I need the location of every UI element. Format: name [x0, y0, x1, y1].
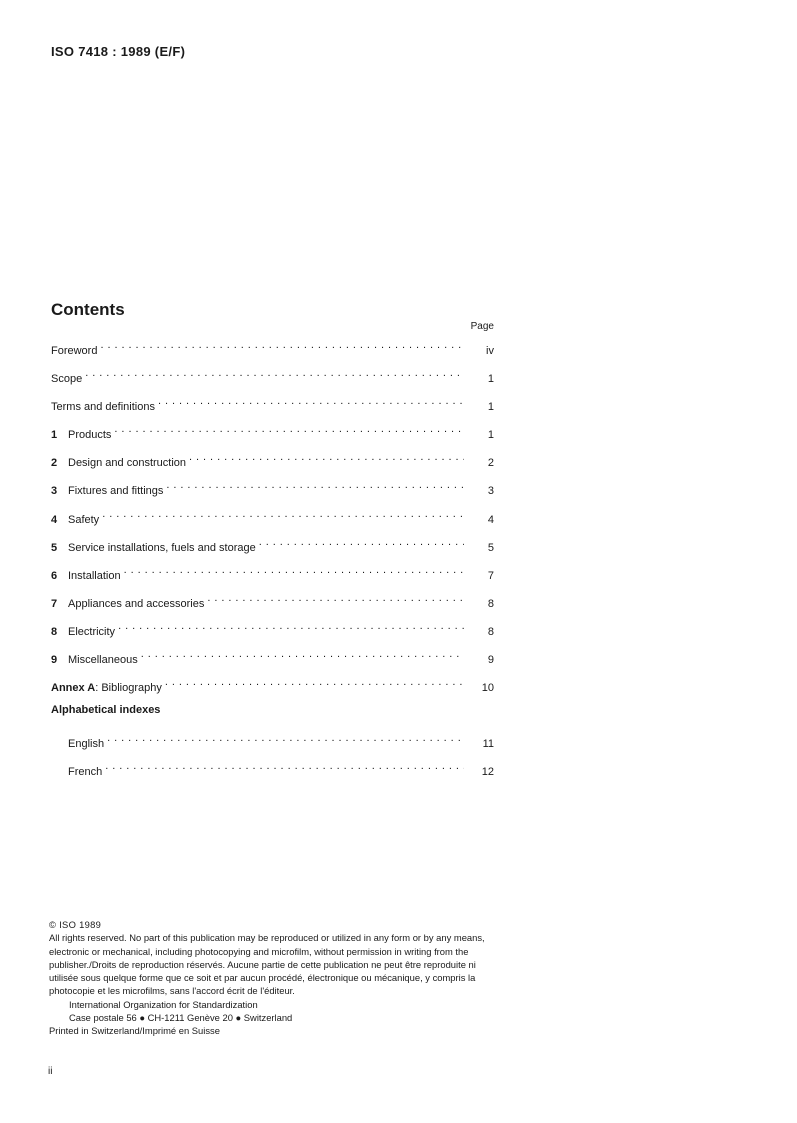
copyright-body: All rights reserved. No part of this publication may be reproduced or utilized in any form or by any means, electronic or mechanical, including photocopying and microfilm, without permission in writing from the publisher./Droits de reproduction réservés. Aucune partie de cette publication ne peut être reproduite ni utilisée sous quelque forme que ce soit et par aucun procédé, électronique ou mécanique, y compris la photocopie et les microfilms, sans l'accord écrit de l'éditeur.	[49, 932, 485, 997]
toc-heading-label: Alphabetical indexes	[51, 704, 161, 717]
toc-entry-number: 8	[51, 625, 58, 638]
toc-entry-fixtures-and-fittings[interactable]	[51, 476, 494, 504]
toc-entry-number: 7	[51, 597, 58, 610]
dot-leader	[102, 505, 464, 523]
toc-entry-miscellaneous[interactable]	[51, 645, 494, 673]
toc-entry-installation[interactable]	[51, 561, 494, 589]
toc-entry-number: 3	[51, 485, 58, 498]
toc-entry-label: Foreword	[51, 345, 98, 357]
page-number: ii	[48, 1066, 53, 1077]
toc-entry-page: 2	[487, 457, 494, 470]
dot-leader	[166, 476, 464, 494]
table-of-contents	[51, 336, 494, 786]
toc-entry-terms-and-definitions[interactable]	[51, 392, 494, 420]
toc-entry-label: Installation	[68, 569, 121, 582]
copyright-line: © ISO 1989	[49, 919, 102, 930]
page-column-label: Page	[470, 321, 494, 332]
document-id-header: ISO 7418 : 1989 (E/F)	[51, 44, 186, 59]
toc-entry-label: : Bibliography	[95, 682, 162, 695]
toc-entry-label: Fixtures and fittings	[68, 485, 164, 498]
dot-leader	[158, 392, 464, 410]
dot-leader	[85, 364, 464, 382]
dot-leader	[207, 589, 464, 607]
toc-entry-number: 5	[51, 541, 58, 554]
toc-entry-page: 5	[487, 541, 494, 554]
toc-entry-label: French	[68, 766, 103, 779]
toc-entry-number: 4	[51, 513, 58, 526]
toc-entry-page: 9	[487, 654, 494, 667]
toc-entry-page: 1	[487, 429, 494, 442]
toc-entry-page: 12	[481, 766, 494, 779]
toc-entry-label: English	[68, 738, 105, 751]
toc-entry-label: Scope	[51, 373, 83, 386]
toc-entry-annex-label: Annex A	[51, 682, 96, 695]
toc-entry-label: Safety	[68, 513, 100, 526]
contents-title: Contents	[51, 300, 125, 319]
toc-entry-appliances-and-accessories[interactable]	[51, 589, 494, 617]
dot-leader	[118, 617, 464, 635]
toc-entry-label: Service installations, fuels and storage	[68, 541, 256, 554]
toc-entry-label: Miscellaneous	[68, 654, 138, 667]
organization-name: International Organization for Standardization	[69, 998, 258, 1010]
toc-entry-index-english[interactable]	[51, 729, 494, 757]
toc-entry-page: 10	[481, 682, 494, 695]
toc-entry-page: 3	[487, 485, 494, 498]
dot-leader	[189, 448, 464, 466]
toc-entry-label: Terms and definitions	[51, 401, 155, 414]
toc-entry-design-and-construction[interactable]	[51, 448, 494, 476]
organization-address: Case postale 56 ● CH-1211 Genève 20 ● Switzerland	[69, 1012, 293, 1024]
toc-entry-products[interactable]	[51, 420, 494, 448]
toc-entry-foreword[interactable]	[51, 336, 494, 364]
toc-entry-number: 6	[51, 569, 58, 582]
toc-entry-page: iv	[486, 345, 494, 357]
toc-entry-number: 2	[51, 457, 58, 470]
toc-entry-electricity[interactable]	[51, 617, 494, 645]
toc-entry-page: 1	[487, 373, 494, 386]
toc-entry-label: Appliances and accessories	[68, 597, 205, 610]
dot-leader	[141, 645, 464, 663]
toc-entry-page: 7	[487, 569, 494, 582]
dot-leader	[165, 673, 464, 691]
toc-entry-number: 9	[51, 654, 58, 667]
dot-leader	[114, 420, 464, 438]
toc-entry-annex-a[interactable]	[51, 673, 494, 701]
copyright-notice	[49, 918, 493, 1038]
toc-entry-label: Electricity	[68, 625, 116, 638]
toc-entry-page: 8	[487, 597, 494, 610]
toc-entry-page: 8	[487, 625, 494, 638]
dot-leader	[124, 561, 464, 579]
printed-in: Printed in Switzerland/Imprimé en Suisse	[49, 1025, 220, 1037]
toc-entry-safety[interactable]	[51, 505, 494, 533]
dot-leader	[259, 533, 464, 551]
toc-heading-alphabetical-indexes	[51, 701, 494, 729]
toc-entry-index-french[interactable]	[51, 757, 494, 785]
toc-entry-page: 1	[487, 401, 494, 414]
toc-entry-service-installations[interactable]	[51, 533, 494, 561]
dot-leader	[100, 336, 464, 354]
toc-entry-label: Design and construction	[68, 457, 187, 470]
toc-entry-page: 11	[482, 738, 494, 751]
toc-entry-label: Products	[68, 429, 112, 442]
dot-leader	[107, 729, 464, 747]
toc-entry-scope[interactable]	[51, 364, 494, 392]
dot-leader	[105, 757, 464, 775]
toc-entry-number: 1	[51, 429, 58, 442]
toc-entry-page: 4	[487, 513, 494, 526]
